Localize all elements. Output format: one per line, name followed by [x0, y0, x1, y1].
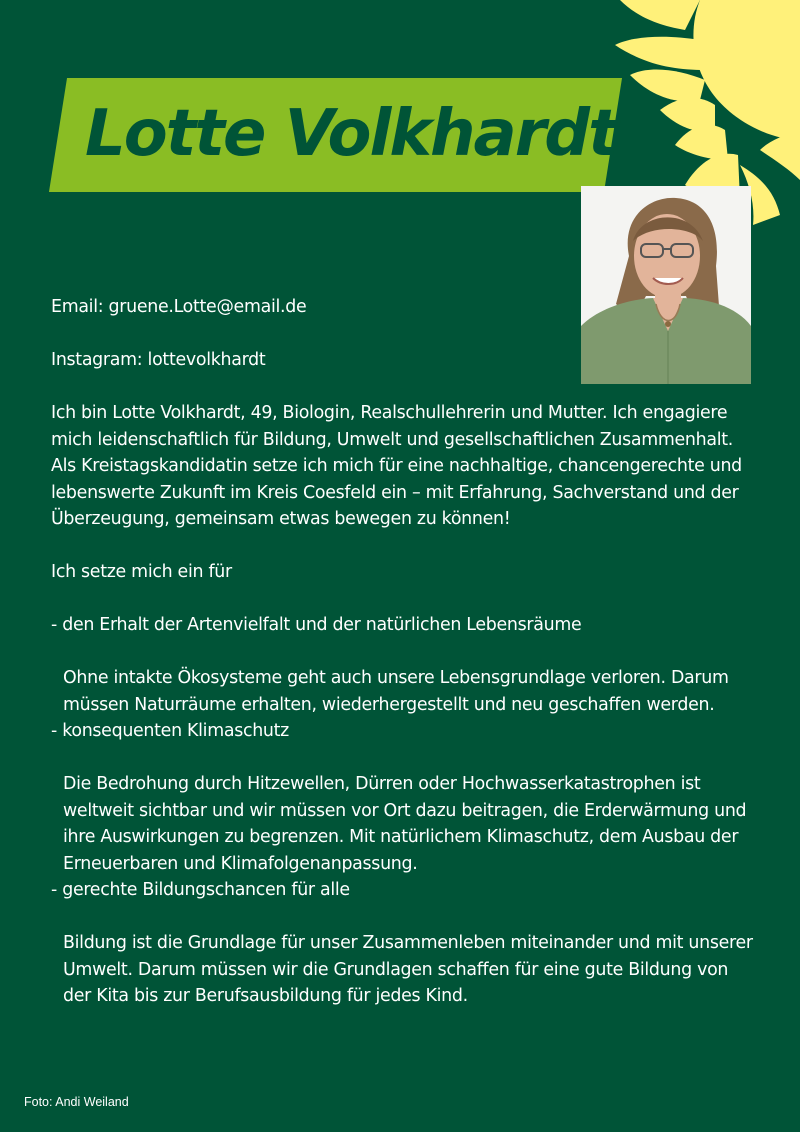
- email-line: Email: gruene.Lotte@email.de: [51, 297, 307, 317]
- candidate-name: Lotte Volkhardt: [85, 97, 617, 171]
- topic-text: Die Bedrohung durch Hitzewellen, Dürren oder Hochwasserkatastrophen ist weltweit sichtbar und wir müssen vor Ort dazu beitragen, die Erderwärmung und ihre Auswirkungen zu begrenzen. Mit natürlichem Klimaschutz, dem Ausbau der Erneuerbaren und Klimafolgenanpassung.: [63, 774, 747, 874]
- topic-text: Ohne intakte Ökosysteme geht auch unsere Lebensgrundlage verloren. Darum müssen Naturräume erhalten, wiederhergestellt und neu geschaffen werden.: [63, 668, 729, 715]
- topic-title: - konsequenten Klimaschutz: [51, 721, 290, 741]
- photo-credit: Foto: Andi Weiland: [24, 1095, 129, 1109]
- topic-title: - den Erhalt der Artenvielfalt und der natürlichen Lebensräume: [51, 615, 582, 635]
- instagram-line: Instagram: lottevolkhardt: [51, 350, 266, 370]
- topic-title: - gerechte Bildungschancen für alle: [51, 880, 350, 900]
- topic-text: Bildung ist die Grundlage für unser Zusammenleben miteinander und mit unserer Umwelt. Darum müssen wir die Grundlagen schaffen für eine gute Bildung von der Kita bis zur Berufsausbildung für jedes Kind.: [63, 933, 753, 1006]
- commitment-heading: Ich setze mich ein für: [51, 562, 232, 582]
- content-text: [51, 294, 761, 1010]
- intro-paragraph: Ich bin Lotte Volkhardt, 49, Biologin, Realschullehrerin und Mutter. Ich engagiere mich leidenschaftlich für Bildung, Umwelt und gesellschaftlichen Zusammenhalt. Als Kreistagskandidatin setze ich mich für eine nachhaltige, chancengerechte und lebenswerte Zukunft im Kreis Coesfeld ein – mit Erfahrung, Sachverstand und der Überzeugung, gemeinsam etwas bewegen zu können!: [51, 403, 742, 529]
